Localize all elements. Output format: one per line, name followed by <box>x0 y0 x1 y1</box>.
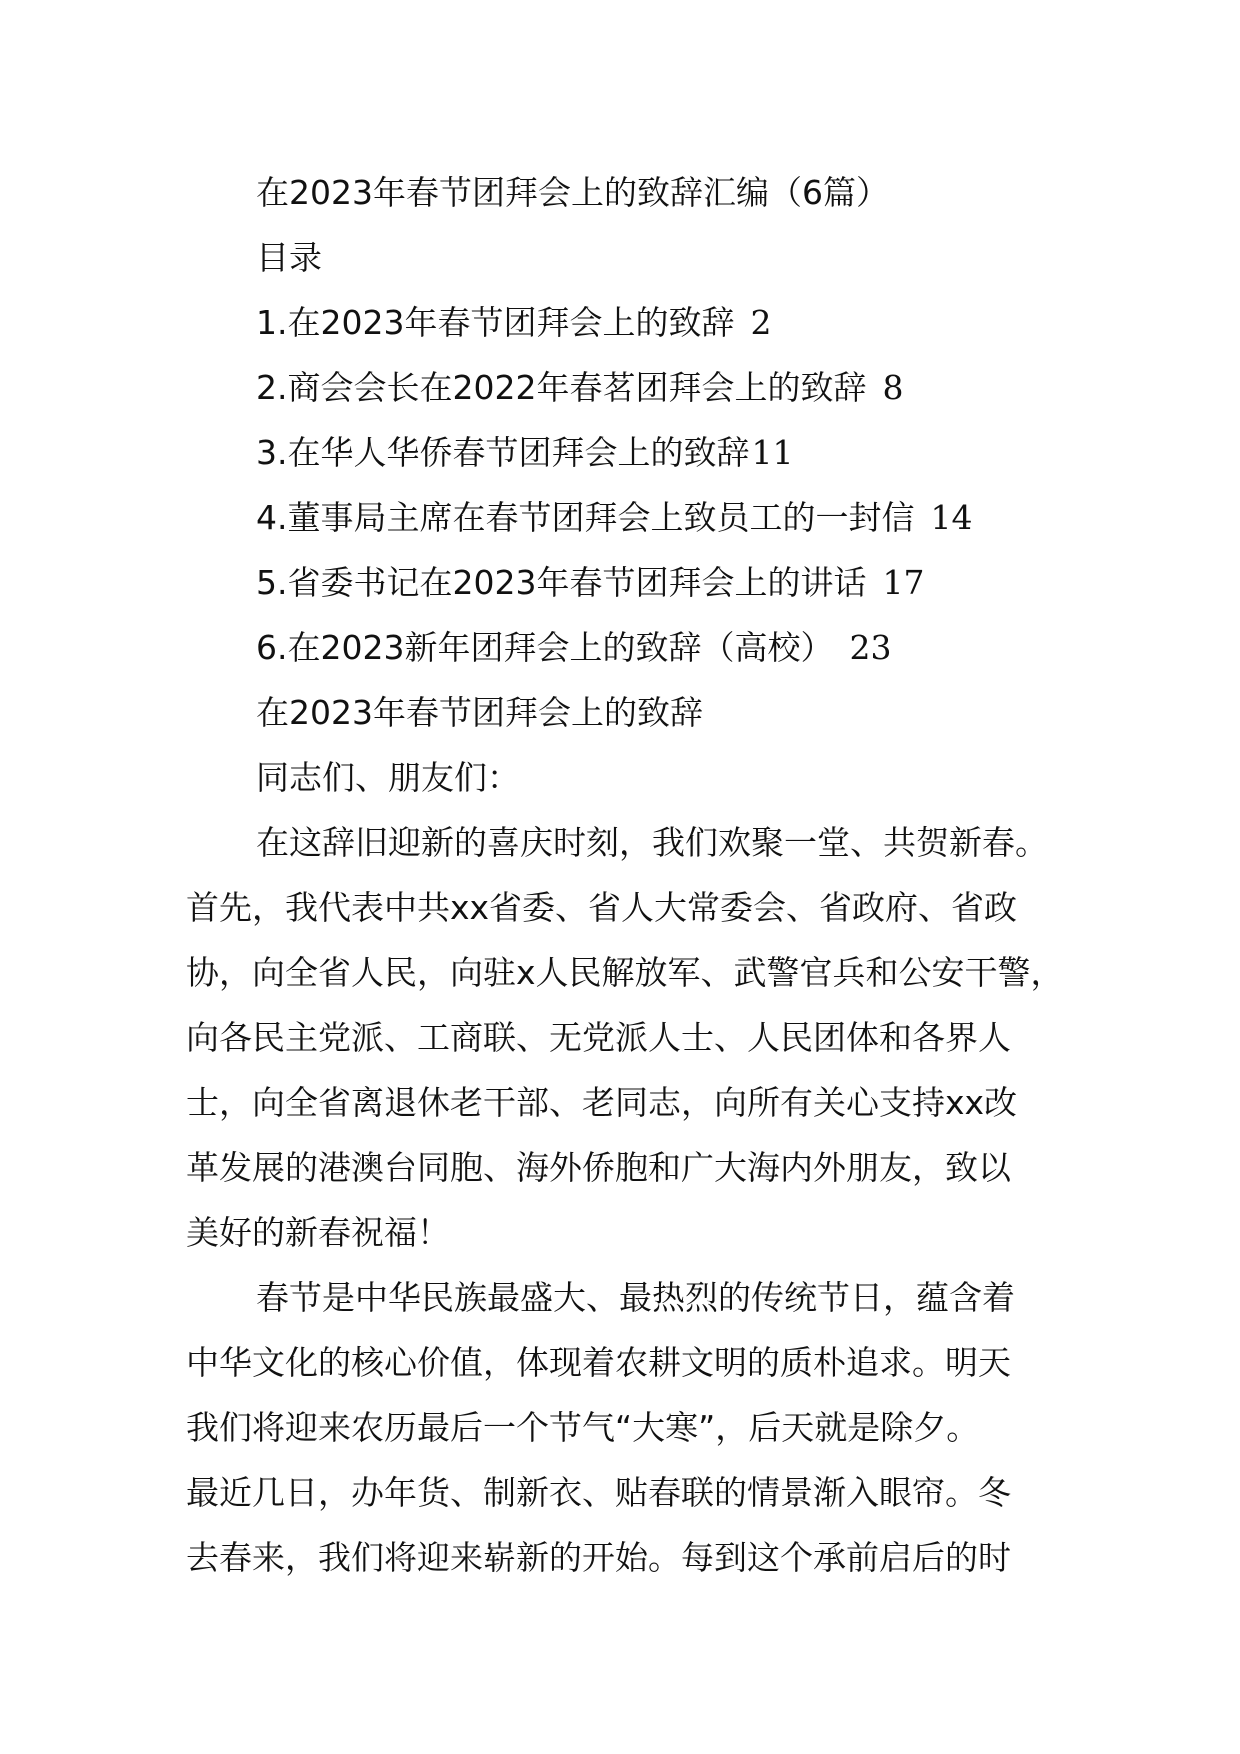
toc-item[interactable] <box>186 550 1086 615</box>
toc-item-page: 14 <box>930 498 973 537</box>
toc-heading: 目录 <box>256 238 322 277</box>
toc-item-label: 1.在2023年春节团拜会上的致辞 <box>256 303 735 342</box>
toc-item-label: 2.商会会长在2022年春茗团拜会上的致辞 <box>256 368 867 407</box>
salutation: 同志们、朋友们： <box>256 758 520 797</box>
paragraph-line: 协，向全省人民，向驻x人民解放军、武警官兵和公安干警， <box>186 953 1064 992</box>
paragraph-line: 士，向全省离退休老干部、老同志，向所有关心支持xx改 <box>186 1083 1018 1122</box>
paragraph-line: 首先，我代表中共xx省委、省人大常委会、省政府、省政 <box>186 888 1018 927</box>
toc-item[interactable] <box>186 290 1086 355</box>
toc-item-label: 3.在华人华侨春节团拜会上的致辞 <box>256 433 750 472</box>
paragraph-line: 春节是中华民族最盛大、最热烈的传统节日，蕴含着 <box>256 1278 1015 1317</box>
toc-item[interactable] <box>186 420 1086 485</box>
toc-item-page: 8 <box>882 368 904 407</box>
document-body <box>186 160 1086 1590</box>
body-paragraph <box>186 1265 1086 1590</box>
document-title: 在2023年春节团拜会上的致辞汇编（6篇） <box>256 173 889 212</box>
paragraph-line: 中华文化的核心价值，体现着农耕文明的质朴追求。明天 <box>186 1343 1011 1382</box>
paragraph-line: 最近几日，办年货、制新衣、贴春联的情景渐入眼帘。冬 <box>186 1473 1011 1512</box>
paragraph-line: 我们将迎来农历最后一个节气“大寒”，后天就是除夕。 <box>186 1408 980 1447</box>
toc-item-page: 11 <box>751 433 794 472</box>
paragraph-line: 去春来，我们将迎来崭新的开始。每到这个承前启后的时 <box>186 1538 1011 1577</box>
toc-item-page: 23 <box>849 628 892 667</box>
body-paragraph <box>186 810 1086 1265</box>
paragraph-line: 革发展的港澳台同胞、海外侨胞和广大海内外朋友，致以 <box>186 1148 1011 1187</box>
paragraph-line: 在这辞旧迎新的喜庆时刻，我们欢聚一堂、共贺新春。 <box>256 823 1048 862</box>
toc-item[interactable] <box>186 615 1086 680</box>
toc-item-page: 17 <box>882 563 925 602</box>
paragraph-line: 美好的新春祝福！ <box>186 1213 450 1252</box>
section-title: 在2023年春节团拜会上的致辞 <box>256 693 703 732</box>
table-of-contents <box>186 290 1086 680</box>
toc-item-label: 6.在2023新年团拜会上的致辞（高校） <box>256 628 834 667</box>
paragraph-line: 向各民主党派、工商联、无党派人士、人民团体和各界人 <box>186 1018 1011 1057</box>
toc-item[interactable] <box>186 485 1086 550</box>
toc-item-label: 4.董事局主席在春节团拜会上致员工的一封信 <box>256 498 915 537</box>
toc-item-label: 5.省委书记在2023年春节团拜会上的讲话 <box>256 563 867 602</box>
toc-item[interactable] <box>186 355 1086 420</box>
toc-item-page: 2 <box>750 303 772 342</box>
